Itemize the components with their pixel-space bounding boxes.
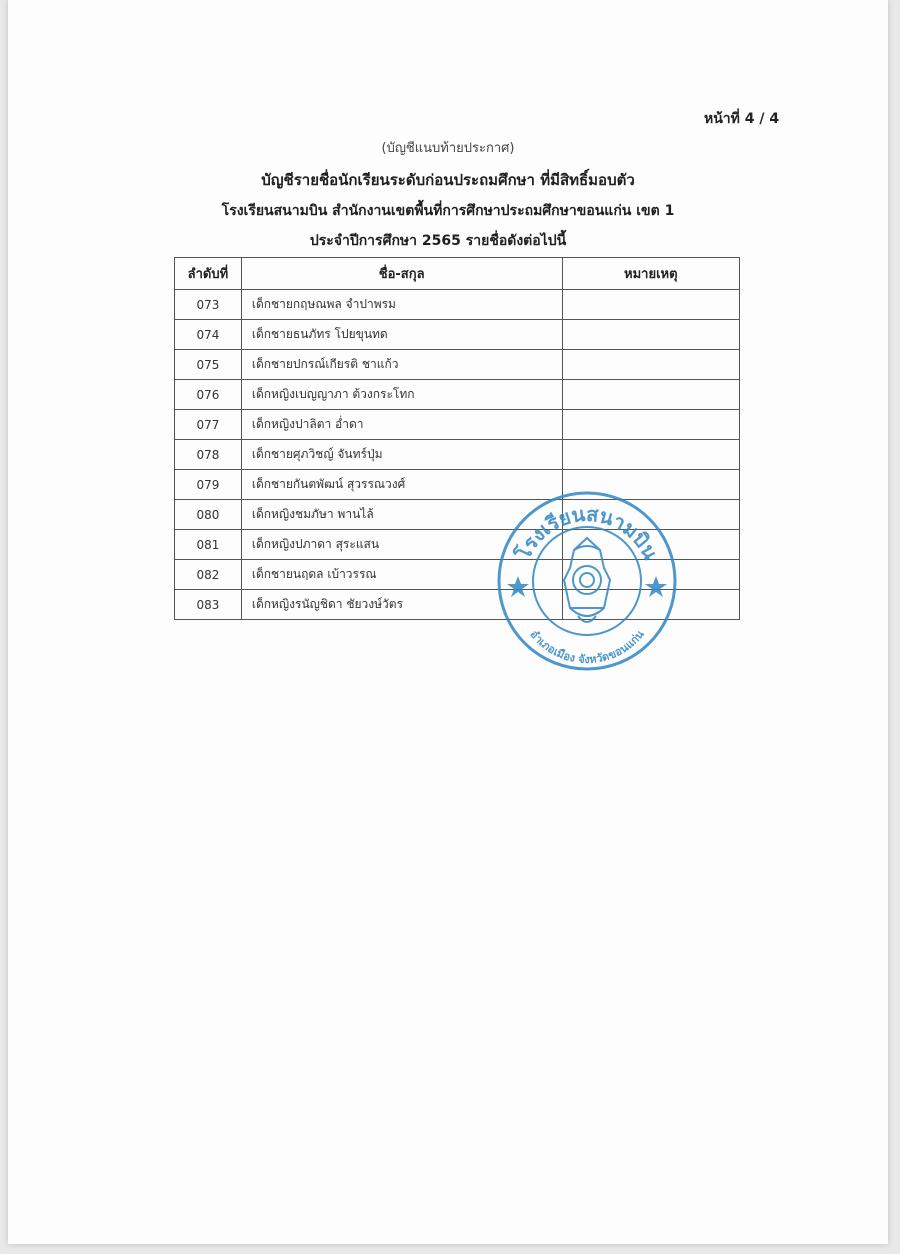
row-note: [562, 350, 739, 380]
row-name: เด็กชายกันตพัฒน์ สุวรรณวงศ์: [251, 477, 406, 491]
row-name: เด็กหญิงรนัญชิดา ชัยวงษ์วัตร: [251, 597, 404, 611]
table-row: [175, 380, 740, 410]
header-note: หมายเหตุ: [562, 258, 739, 290]
row-number: 079: [175, 470, 242, 500]
row-note: [562, 320, 739, 350]
table-row: [175, 320, 740, 350]
row-name-cell: [241, 440, 562, 470]
row-number: 082: [175, 560, 242, 590]
row-number: 083: [175, 590, 242, 620]
row-name-cell: [241, 320, 562, 350]
row-name: เด็กชายนฤดล เบ้าวรรณ: [251, 567, 377, 581]
seal-star-right-icon: [645, 576, 667, 597]
header-number: ลำดับที่: [175, 258, 242, 290]
academic-year-line: ประจำปีการศึกษา 2565 รายชื่อดังต่อไปนี้: [309, 233, 567, 249]
row-number: 073: [175, 290, 242, 320]
row-name: เด็กหญิงปาลิตา อ่ำดา: [251, 417, 364, 431]
row-name-cell: [241, 380, 562, 410]
table-row: [175, 350, 740, 380]
seal-top-text: โรงเรียนสนามบิน: [510, 501, 663, 564]
page-number: หน้าที่ 4 / 4: [704, 111, 780, 127]
row-number: 078: [175, 440, 242, 470]
row-name-cell: [241, 350, 562, 380]
row-name-cell: [241, 290, 562, 320]
row-name: เด็กชายกฤษณพล จำปาพรม: [251, 297, 396, 311]
row-number: 077: [175, 410, 242, 440]
row-number: 074: [175, 320, 242, 350]
seal-bottom-text: อำเภอเมือง จังหวัดขอนแก่น: [527, 627, 647, 667]
seal-emblem-icon: [564, 538, 610, 622]
row-note: [562, 290, 739, 320]
row-note: [562, 440, 739, 470]
row-note: [562, 380, 739, 410]
document-page: [8, 0, 888, 1244]
row-number: 080: [175, 500, 242, 530]
row-name: เด็กหญิงปภาดา สุระแสน: [251, 537, 380, 551]
row-number: 075: [175, 350, 242, 380]
row-number: 081: [175, 530, 242, 560]
row-name: เด็กหญิงเบญญาภา ต้วงกระโทก: [251, 387, 415, 401]
school-seal-stamp: [494, 488, 680, 674]
seal-star-left-icon: [507, 576, 529, 597]
table-row: [175, 440, 740, 470]
table-row: [175, 410, 740, 440]
row-note: [562, 410, 739, 440]
row-number: 076: [175, 380, 242, 410]
row-name-cell: [241, 410, 562, 440]
school-and-office-line: โรงเรียนสนามบิน สำนักงานเขตพื้นที่การศึกษาประถมศึกษาขอนแก่น เขต 1: [221, 203, 675, 219]
header-name: ชื่อ-สกุล: [241, 258, 562, 290]
row-name: เด็กชายธนภัทร โปยขุนทด: [251, 327, 388, 341]
table-row: [175, 290, 740, 320]
appendix-label: (บัญชีแนบท้ายประกาศ): [381, 141, 515, 156]
row-name: เด็กชายศุภวิชญ์ จันทร์ปุ่ม: [251, 447, 383, 461]
row-name: เด็กชายปกรณ์เกียรติ ชาแก้ว: [251, 357, 399, 371]
document-title: บัญชีรายชื่อนักเรียนระดับก่อนประถมศึกษา ที่มีสิทธิ์มอบตัว: [261, 171, 635, 189]
row-name: เด็กหญิงชมภัษา พานไล้: [251, 507, 374, 521]
table-header-row: [175, 258, 740, 290]
